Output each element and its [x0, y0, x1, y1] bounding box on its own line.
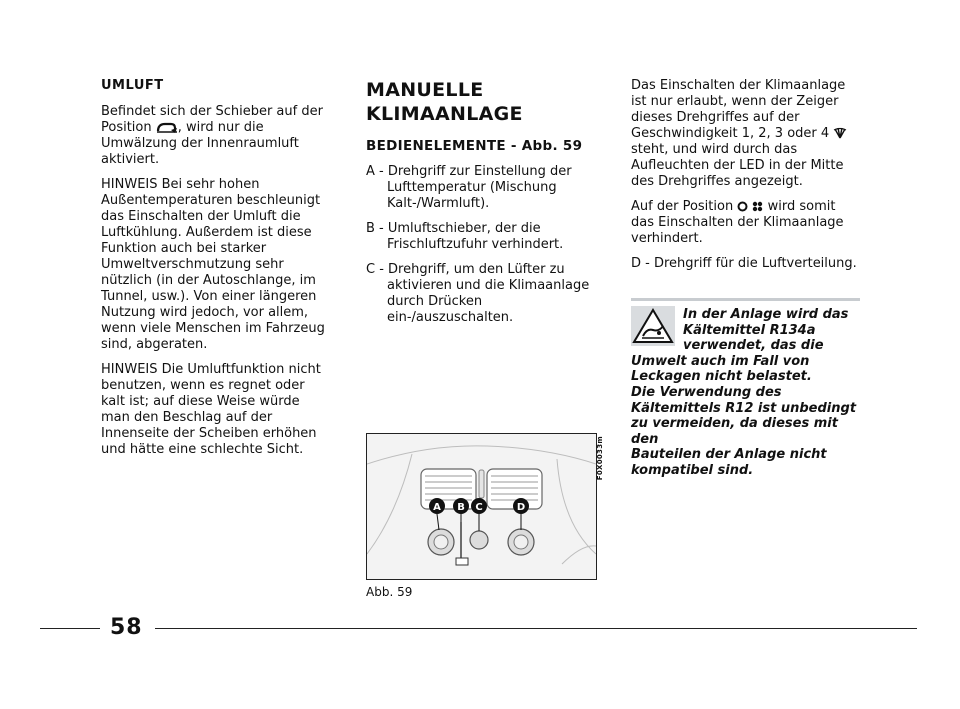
paragraph-text: Das Einschalten der Klimaanlage ist nur erlaubt, wenn der Zeiger dieses Drehgriffes auf der Geschwindigkeit 1, 2, 3 oder 4	[631, 78, 846, 141]
section-title-line: MANUELLE	[366, 79, 484, 101]
warning-line: zu vermeiden, da dieses mit den	[631, 416, 838, 447]
warning-line: kompatibel sind.	[631, 462, 754, 478]
warning-line: In der Anlage wird das	[683, 307, 849, 322]
paragraph-position-off	[631, 199, 861, 247]
warning-line: Kältemittels R12 ist unbedingt	[631, 400, 857, 416]
warning-line: Leckagen nicht belastet.	[631, 369, 812, 385]
paragraph-text: steht, und wird durch das Aufleuchten der LED in der Mitte des Drehgriffes angezeigt.	[631, 142, 844, 189]
column-manuelle-klimaanlage	[366, 78, 598, 335]
warning-divider	[631, 298, 860, 301]
callout-label-d: D	[516, 502, 526, 513]
warning-line: verwendet, das die	[683, 338, 824, 354]
section-title	[366, 78, 598, 126]
paragraph-text: , wird nur die Umwälzung der Innenraumluft aktiviert.	[101, 120, 299, 167]
warning-line: Umwelt auch im Fall von	[631, 353, 810, 369]
dashboard-illustration	[367, 434, 596, 579]
warning-text	[631, 307, 863, 479]
callout-label-c: C	[475, 502, 483, 513]
figure-caption: Abb. 59	[366, 585, 413, 599]
callout-b	[453, 498, 469, 514]
figure-climate-controls	[366, 433, 597, 580]
list-item: A - Drehgriff zur Einstellung der Lufttemperatur (Mischung Kalt-/Warmluft).	[366, 164, 572, 211]
paragraph-hinweis-2: HINWEIS Die Umluftfunktion nicht benutzen, wenn es regnet oder kalt ist; auf diese Weise würde man den Beschlag auf der Innenseite der Scheiben erhöhen und hätte eine schlechte Sicht.	[101, 362, 321, 457]
page-number: 58	[110, 615, 143, 640]
paragraph-umluft-position	[101, 104, 327, 168]
footer-rule-left	[40, 628, 100, 629]
callout-label-b: B	[457, 502, 465, 513]
section-title-line: KLIMAANLAGE	[366, 103, 523, 125]
callout-label-a: A	[433, 502, 441, 513]
paragraph-text: wird somit das Einschalten der Klimaanlage verhindert.	[631, 199, 844, 246]
callout-d	[513, 498, 529, 514]
paragraph-hinweis-1: HINWEIS Bei sehr hohen Außentemperaturen beschleunigt das Einschalten der Umluft die Luftkühlung. Außerdem ist diese Funktion auch bei starker Umweltverschmutzung sehr nützlich (in der Autoschlange, im Tunnel, usw.). Von einer längeren Nutzung wird jedoch, vor allem, wenn viele Menschen im Fahrzeug sind, abgeraten.	[101, 177, 325, 352]
recirculation-icon	[156, 122, 178, 134]
warning-line: Bauteilen der Anlage nicht	[631, 447, 827, 463]
off-circle-icon	[737, 201, 748, 212]
column-umluft	[101, 78, 327, 467]
callout-c	[471, 498, 487, 514]
fan-icon	[833, 127, 847, 140]
list-item: B - Umluftschieber, der die Frischluftzufuhr verhindert.	[366, 221, 564, 252]
warning-line: Kältemittel R134a	[683, 322, 816, 338]
footer-rule-right	[155, 628, 917, 629]
column-continuation	[631, 78, 861, 281]
subheading-bedienelemente: BEDIENELEMENTE - Abb. 59	[366, 138, 583, 154]
paragraph-activation	[631, 78, 861, 190]
fan-symbol-icon	[752, 201, 763, 212]
callout-a	[429, 498, 445, 514]
warning-line: Die Verwendung des	[631, 384, 782, 400]
paragraph-text: Befindet sich der Schieber auf der Position	[101, 104, 323, 135]
figure-code: F0X0033m	[596, 436, 604, 481]
paragraph-text: Auf der Position	[631, 199, 734, 214]
section-heading-umluft: UMLUFT	[101, 78, 164, 93]
list-item: C - Drehgriff, um den Lüfter zu aktivieren und die Klimaanlage durch Drücken ein-/auszuschalten.	[366, 262, 590, 325]
paragraph-luftverteilung: D - Drehgriff für die Luftverteilung.	[631, 256, 857, 271]
